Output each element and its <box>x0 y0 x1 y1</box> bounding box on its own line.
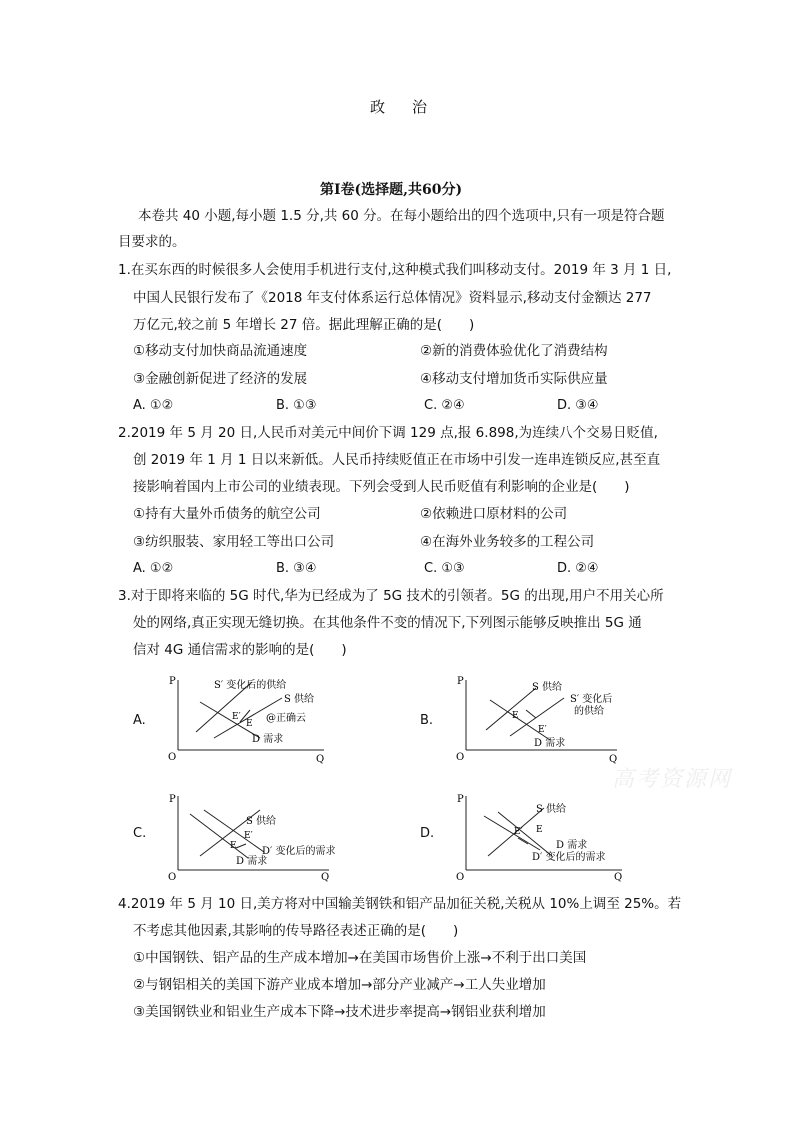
q2-option-c[interactable]: C. ①③ <box>424 561 465 576</box>
watermark: 高考资源网 <box>612 767 733 792</box>
graph-a-supply-shift-label: S′ 变化后的供给 <box>214 680 287 691</box>
q1-option-c[interactable]: C. ②④ <box>424 398 465 413</box>
graph-a-q-label: Q <box>316 754 325 765</box>
q1-option-b[interactable]: B. ①③ <box>276 398 317 413</box>
q2-statement-4: ④在海外业务较多的工程公司 <box>420 534 595 550</box>
q3-line-1: 3.对于即将来临的 5G 时代,华为已经成为了 5G 技术的引领者。5G 的出现,用户不用关心所 <box>118 588 664 604</box>
graph-c-demand-label: D 需求 <box>236 856 268 867</box>
q1-statement-3: ③金融创新促进了经济的发展 <box>133 371 308 387</box>
graph-b-e1-label: E′ <box>538 725 547 735</box>
graph-c-arrow <box>236 844 246 848</box>
graph-a-watermark: @正确云 <box>266 713 306 724</box>
graph-b <box>452 674 642 766</box>
q1-statement-4: ④移动支付增加货币实际供应量 <box>420 371 608 387</box>
q3-line-2: 处的网络,真正实现无缝切换。在其他条件不变的情况下,下列图示能够反映推出 5G 通 <box>133 615 642 631</box>
graph-c-p-label: P <box>169 794 176 805</box>
graph-b-q-label: Q <box>609 754 618 765</box>
graph-b-supply-shift-label-2: 的供给 <box>574 706 604 717</box>
q2-statement-3: ③纺织服装、家用轻工等出口公司 <box>133 534 335 550</box>
graph-a-supply-label: S 供给 <box>284 694 315 705</box>
graph-b-supply-label: S 供给 <box>532 682 563 693</box>
q2-option-a[interactable]: A. ①② <box>133 561 174 576</box>
q4-statement-1: ①中国钢铁、铝产品的生产成本增加→在美国市场售价上涨→不利于出口美国 <box>133 950 587 966</box>
q1-line-1: 1.在买东西的时候很多人会使用手机进行支付,这种模式我们叫移动支付。2019 年 3 月 1 日, <box>118 262 672 278</box>
graph-b-supply-shift-label-1: S′ 变化后 <box>570 694 613 705</box>
q2-line-3: 接影响着国内上市公司的业绩表现。下列会受到人民币贬值有利影响的企业是( ) <box>133 479 630 495</box>
q1-option-d[interactable]: D. ③④ <box>557 398 599 413</box>
instruction-line-1: 本卷共 40 小题,每小题 1.5 分,共 60 分。在每小题给出的四个选项中,只有一项是符合题 <box>138 208 665 224</box>
q2-line-1: 2.2019 年 5 月 20 日,人民币对美元中间价下调 129 点,报 6.898,为连续八个交易日贬值, <box>118 425 658 441</box>
q4-line-1: 4.2019 年 5 月 10 日,美方将对中国输美钢铁和铝产品加征关税,关税从 10%上调至 25%。若 <box>118 896 682 912</box>
q1-statement-1: ①移动支付加快商品流通速度 <box>133 343 308 359</box>
q1-statement-2: ②新的消费体验优化了消费结构 <box>420 343 608 359</box>
graph-a-e1-label: E′ <box>232 712 241 722</box>
graph-a <box>164 674 344 766</box>
graph-b-p-label: P <box>457 676 464 687</box>
q3-option-b[interactable]: B. <box>420 713 434 728</box>
q3-line-3: 信对 4G 通信需求的影响的是( ) <box>133 642 347 658</box>
graph-d-demand-label: D 需求 <box>556 840 588 851</box>
graph-a-origin-label: O <box>168 752 177 763</box>
graph-d-e1-label: E′ <box>514 827 523 837</box>
graph-b-origin-label: O <box>456 752 465 763</box>
q2-statement-1: ①持有大量外币债务的航空公司 <box>133 506 321 522</box>
graph-b-supply-line <box>486 688 536 730</box>
page-title: 政 治 <box>370 98 434 116</box>
graph-c <box>164 790 364 882</box>
graph-c-e-label: E <box>230 841 237 851</box>
graph-c-origin-label: O <box>168 872 177 882</box>
q1-line-3: 万亿元,较之前 5 年增长 27 倍。据此理解正确的是( ) <box>133 317 475 333</box>
graph-a-p-label: P <box>169 676 176 687</box>
graph-a-demand-label: D 需求 <box>252 734 284 745</box>
graph-b-e-label: E <box>512 711 519 721</box>
graph-d-p-label: P <box>457 794 464 805</box>
graph-a-e-label: E <box>246 719 253 729</box>
q4-statement-3: ③美国钢铁业和铝业生产成本下降→技术进步率提高→钢铝业获利增加 <box>133 1004 546 1020</box>
q3-option-c[interactable]: C. <box>133 826 147 841</box>
q1-line-2: 中国人民银行发布了《2018 年支付体系运行总体情况》资料显示,移动支付金额达 277 <box>133 290 652 306</box>
q2-statement-2: ②依赖进口原材料的公司 <box>420 506 568 522</box>
graph-d-supply-label: S 供给 <box>536 804 567 815</box>
graph-d-demand-line <box>484 816 540 850</box>
q1-option-a[interactable]: A. ①② <box>133 398 174 413</box>
q3-option-d[interactable]: D. <box>420 826 435 841</box>
graph-b-demand-label: D 需求 <box>534 738 566 749</box>
section-title: 第Ⅰ卷(选择题,共60分) <box>320 182 463 198</box>
graph-c-demand-shift-label: D′ 变化后的需求 <box>262 846 336 857</box>
graph-d <box>452 790 652 882</box>
q2-option-d[interactable]: D. ②④ <box>557 561 599 576</box>
graph-d-e-label: E <box>536 825 543 835</box>
graph-b-arrow <box>526 710 536 718</box>
graph-d-q-label: Q <box>614 872 623 882</box>
graph-d-demand-shift-label: D′ 变化后的需求 <box>532 852 606 863</box>
graph-d-demand-shift-line <box>498 812 552 856</box>
q4-statement-2: ②与钢铝相关的美国下游产业成本增加→部分产业减产→工人失业增加 <box>133 977 546 993</box>
graph-d-arrow <box>518 838 528 844</box>
q2-option-b[interactable]: B. ③④ <box>276 561 317 576</box>
q4-line-2: 不考虑其他因素,其影响的传导路径表述正确的是( ) <box>133 923 459 939</box>
graph-d-origin-label: O <box>456 872 465 882</box>
graph-c-supply-label: S 供给 <box>246 816 277 827</box>
q2-line-2: 创 2019 年 1 月 1 日以来新低。人民币持续贬值正在市场中引发一连串连锁反应,甚至直 <box>133 452 661 468</box>
graph-c-q-label: Q <box>321 872 330 882</box>
graph-c-e1-label: E′ <box>244 831 253 841</box>
instruction-line-2: 目要求的。 <box>118 234 186 250</box>
q3-option-a[interactable]: A. <box>133 713 146 728</box>
